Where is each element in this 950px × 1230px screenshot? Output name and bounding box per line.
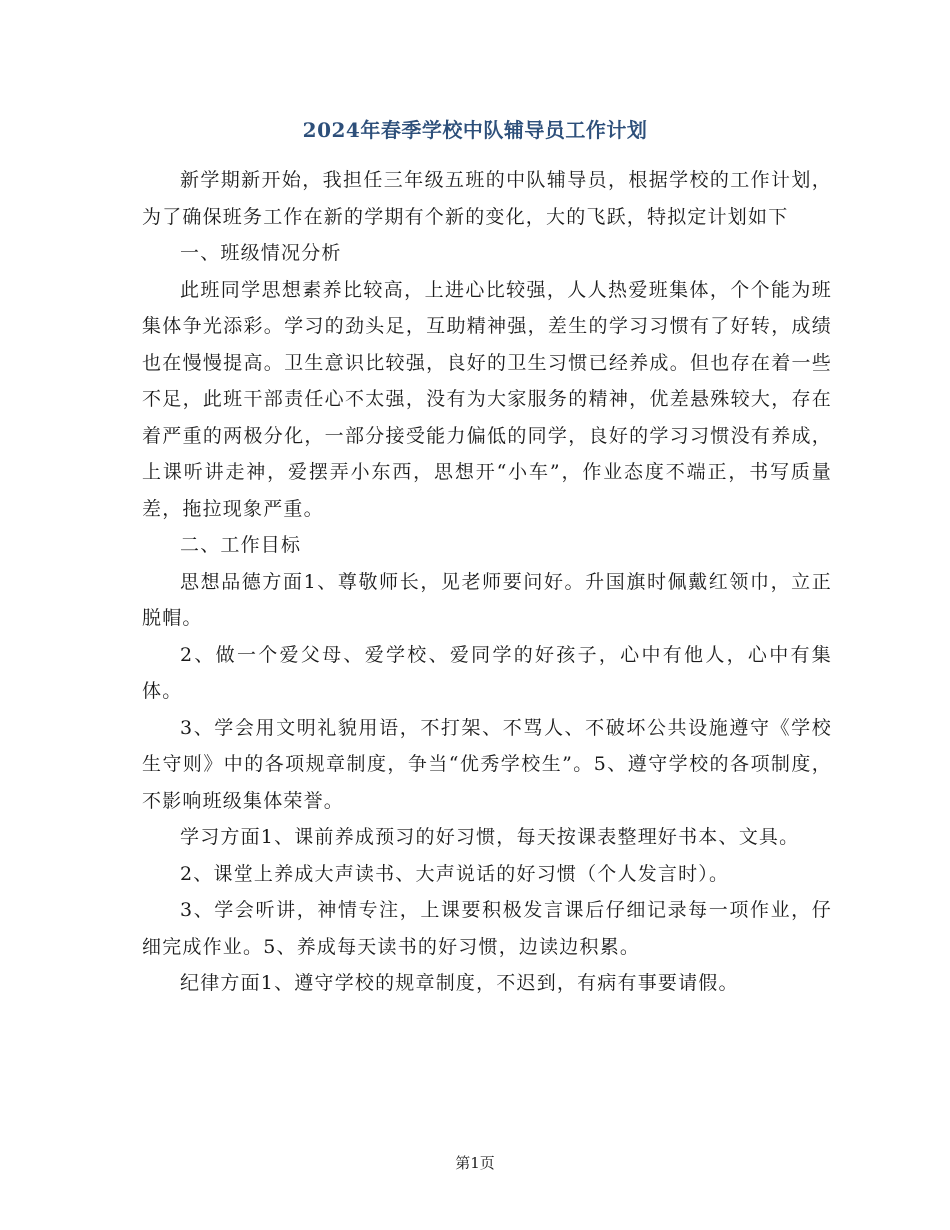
document-body: [142, 162, 832, 1002]
document-title: 2024年春季学校中队辅导员工作计划: [302, 118, 648, 142]
section-heading-work-goals: 二、工作目标: [180, 534, 302, 556]
paragraph-moral-1: 思想品德方面1、尊敬师长，见老师要问好。升国旗时佩戴红领巾，立正脱帽。: [142, 570, 832, 629]
paragraph-study-3: 3、学会听讲，神情专注，上课要积极发言课后仔细记录每一项作业，仔细完成作业。5、养成每天读书的好习惯，边读边积累。: [142, 899, 832, 958]
paragraph-study-2: 2、课堂上养成大声读书、大声说话的好习惯（个人发言时）。: [180, 862, 730, 885]
paragraph-moral-2: 2、做一个爱父母、爱学校、爱同学的好孩子，心中有他人，心中有集体。: [142, 643, 832, 702]
paragraph-moral-3: 3、学会用文明礼貌用语，不打架、不骂人、不破坏公共设施遵守《学校生守则》中的各项规章制度，争当“优秀学校生”。5、遵守学校的各项制度，不影响班级集体荣誉。: [142, 716, 832, 812]
section-heading-class-analysis: 一、班级情况分析: [180, 242, 342, 264]
paragraph-class-analysis: 此班同学思想素养比较高，上进心比较强，人人热爱班集体，个个能为班集体争光添彩。学习的劲头足，互助精神强，差生的学习习惯有了好转，成绩也在慢慢提高。卫生意识比较强，良好的卫生习惯已经养成。但也存在着一些不足，此班干部责任心不太强，没有为大家服务的精神，优差悬殊较大，存在着严重的两极分化，一部分接受能力偏低的同学，良好的学习习惯没有养成，上课听讲走神，爱摆弄小东西，思想开“小车”，作业态度不端正，书写质量差，拖拉现象严重。: [142, 278, 832, 520]
page-number: 第1页: [455, 1154, 495, 1172]
paragraph-discipline-1: 纪律方面1、遵守学校的规章制度，不迟到，有病有事要请假。: [180, 972, 739, 994]
paragraph-intro: 新学期新开始，我担任三年级五班的中队辅导员，根据学校的工作计划，为了确保班务工作在新的学期有个新的变化，大的飞跃，特拟定计划如下: [142, 169, 832, 228]
paragraph-study-1: 学习方面1、课前养成预习的好习惯，每天按课表整理好书本、文具。: [180, 826, 800, 848]
